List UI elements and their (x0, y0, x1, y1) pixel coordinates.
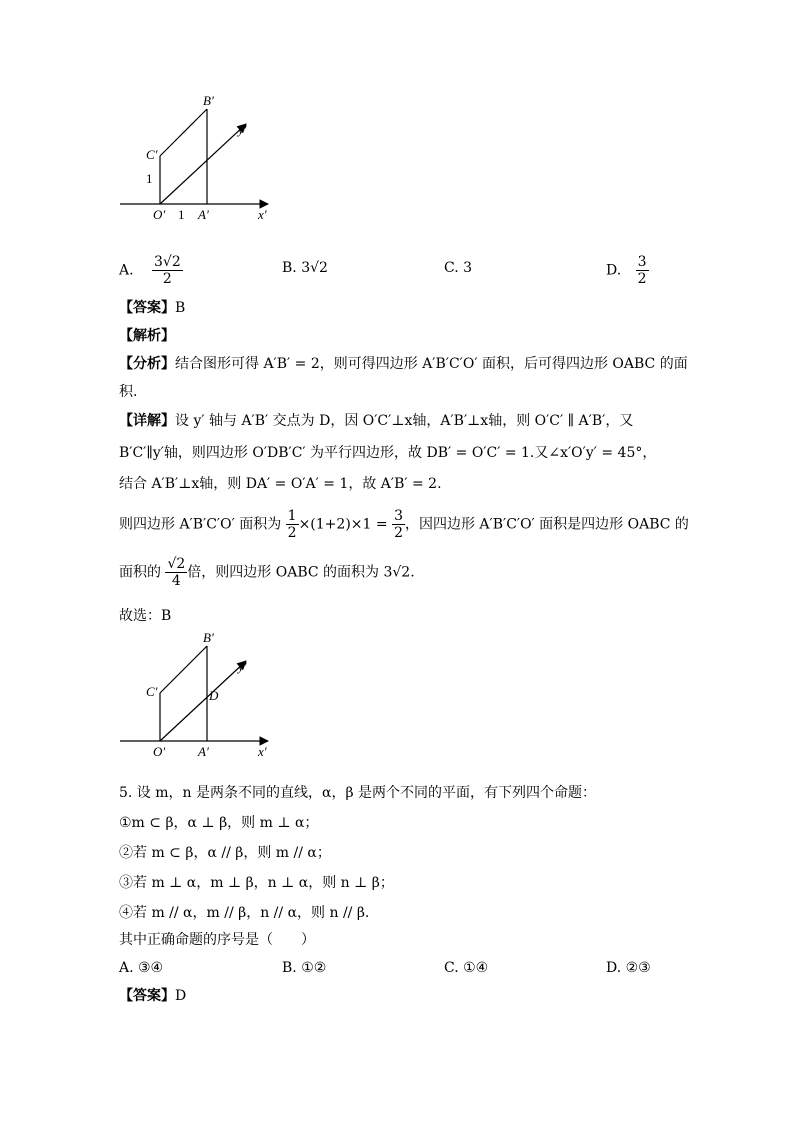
label-a-prime-2: A′ (198, 744, 209, 759)
label-c-prime: C′ (146, 147, 158, 162)
xiangjie-line-3: 结合 A′B′⊥x轴，则 DA′ = O′A′ = 1，故 A′B′ = 2. (119, 476, 442, 492)
answer-value-2: D (175, 988, 187, 1004)
option-b-label: B. 3 (282, 260, 311, 276)
answer-bracket-1: 【答案】 (119, 300, 175, 316)
fenxi-line-2: 积. (119, 384, 138, 400)
label-x-prime: x′ (258, 207, 267, 222)
label-a-prime: A′ (198, 207, 209, 222)
q5-option-c: C. ①④ (444, 960, 489, 976)
figure-oblique-diagram-1 (110, 88, 280, 238)
option-a-label: A. (119, 262, 134, 279)
q5-option-b: B. ①② (282, 960, 327, 976)
label-b-prime: B′ (203, 93, 214, 108)
label-o-prime-2: O′ (153, 744, 166, 759)
label-c-prime-2: C′ (146, 684, 158, 699)
segment-c-b (160, 109, 207, 156)
label-y-prime-2: y′ (238, 659, 247, 674)
line4-pre: 则四边形 A′B′C′O′ 面积为 (119, 516, 282, 533)
fenxi-bracket: 【分析】 (119, 356, 175, 372)
label-y-prime: y′ (238, 122, 247, 137)
option-d-numerator: 3 (637, 254, 647, 270)
label-x-prime-2: x′ (258, 744, 267, 759)
line5-num: √2 (167, 556, 186, 572)
option-a-denominator: 2 (162, 271, 172, 287)
label-d-2: D (209, 688, 219, 703)
line4-den-1: 2 (287, 525, 297, 541)
line4-den-2: 2 (394, 525, 403, 541)
option-b (282, 258, 328, 278)
y-axis-line-2 (160, 661, 246, 741)
q5-question: 其中正确命题的序号是（ ） (119, 932, 315, 948)
option-a-fraction (152, 254, 183, 287)
option-b-root: √2 (310, 260, 328, 276)
option-c: C. 3 (444, 260, 473, 276)
answer-line-1 (119, 298, 185, 318)
q5-proposition-3: ③若 m ⊥ α，m ⊥ β，n ⊥ α，则 n ⊥ β； (119, 875, 394, 891)
line4-mid: ×(1+2)×1 = (298, 516, 388, 533)
answer-line-2 (119, 986, 186, 1006)
segment-c-b-2 (160, 646, 207, 693)
q5-proposition-4: ④若 m // α，m // β，n // α，则 n // β. (119, 905, 370, 921)
q5-proposition-1: ①m ⊂ β，α ⊥ β，则 m ⊥ α； (119, 815, 319, 831)
answer-value-1: B (175, 300, 186, 316)
xiangjie-line-5 (119, 556, 415, 589)
q5-stem: 5. 设 m，n 是两条不同的直线，α，β 是两个不同的平面，有下列四个命题： (119, 785, 596, 801)
label-one-left: 1 (146, 171, 153, 186)
label-o-prime: O′ (153, 207, 166, 222)
line5-pre: 面积的 (119, 564, 161, 581)
line5-fraction (165, 556, 187, 589)
line4-num-2: 3 (394, 508, 403, 524)
line4-fraction-2 (392, 508, 405, 541)
line4-fraction-1 (286, 508, 299, 541)
guxuan-line: 故选：B (119, 608, 172, 624)
xiangjie-line-4 (119, 508, 689, 541)
line4-post: ，因四边形 A′B′C′O′ 面积是四边形 OABC 的 (404, 516, 689, 533)
option-d-fraction (636, 254, 649, 287)
y-axis-line (160, 124, 246, 204)
xiangjie-line-1 (119, 411, 633, 431)
q5-option-d: D. ②③ (606, 960, 651, 976)
line4-num-1: 1 (287, 508, 297, 524)
figure-oblique-diagram-2 (110, 623, 280, 763)
q5-option-a: A. ③④ (119, 960, 164, 976)
label-one-bottom: 1 (178, 207, 185, 222)
line5-den: 4 (171, 573, 181, 589)
fenxi-line-1 (119, 354, 688, 374)
xiangjie-text-1: 设 y′ 轴与 A′B′ 交点为 D，因 O′C′⊥x轴，A′B′⊥x轴，则 O′C′ ∥ A′B′，又 (175, 413, 634, 429)
line5-post: 倍，则四边形 OABC 的面积为 3√2. (187, 564, 415, 581)
option-d-label: D. (606, 262, 622, 279)
option-d-denominator: 2 (637, 271, 647, 287)
xiangjie-bracket: 【详解】 (119, 413, 175, 429)
option-a-numerator: 3√2 (154, 254, 181, 270)
analysis-header: 【解析】 (119, 328, 175, 344)
q5-proposition-2: ②若 m ⊂ β，α // β，则 m // α； (119, 845, 331, 861)
answer-bracket-2: 【答案】 (119, 988, 175, 1004)
xiangjie-line-2: B′C′∥y′轴，则四边形 O′DB′C′ 为平行四边形，故 DB′ = O′C′ = 1.又∠x′O′y′ = 45°， (119, 445, 657, 461)
option-a (119, 254, 183, 287)
label-b-prime-2: B′ (203, 630, 214, 645)
fenxi-text-1: 结合图形可得 A′B′ = 2，则可得四边形 A′B′C′O′ 面积，后可得四边形 OABC 的面 (175, 356, 688, 372)
option-d (606, 254, 649, 287)
